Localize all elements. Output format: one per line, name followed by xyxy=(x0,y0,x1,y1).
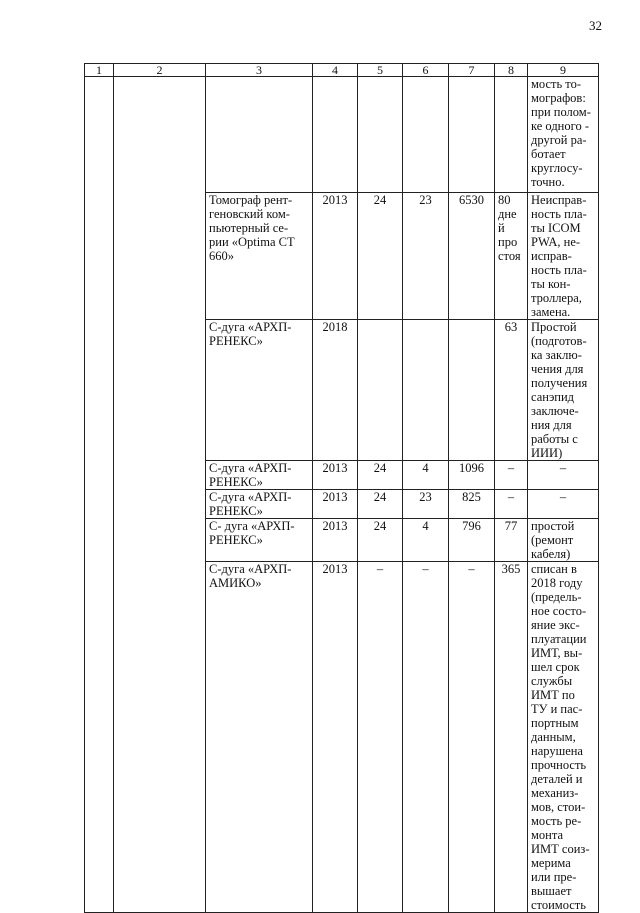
c7-cell xyxy=(449,77,495,193)
header-cell: 5 xyxy=(358,64,403,77)
c8-cell: 63 xyxy=(495,320,528,461)
remark-cell: Простой (подготов- ка заклю- чения для получения санэпид заключе- ния для работы с ИИИ) xyxy=(528,320,599,461)
header-cell: 3 xyxy=(206,64,313,77)
header-cell: 2 xyxy=(114,64,206,77)
c8-cell xyxy=(495,77,528,193)
col1-cell xyxy=(85,77,114,913)
remark-cell: – xyxy=(528,490,599,519)
equipment-cell: С-дуга «АРХП- РЕНЕКС» xyxy=(206,461,313,490)
header-cell: 4 xyxy=(313,64,358,77)
remark-cell: Неисправ- ность пла- ты ICOM PWA, не- исправ- ность пла- ты кон- троллера, замена. xyxy=(528,193,599,320)
c6-cell: 4 xyxy=(403,519,449,562)
header-row xyxy=(85,64,599,77)
year-cell: 2013 xyxy=(313,193,358,320)
year-cell: 2013 xyxy=(313,490,358,519)
remark-cell: простой (ремонт кабеля) xyxy=(528,519,599,562)
c8-cell: 77 xyxy=(495,519,528,562)
equipment-table xyxy=(84,63,599,913)
year-cell: 2018 xyxy=(313,320,358,461)
equipment-cell: Томограф рент- геновский ком- пьютерный се- рии «Optima CT 660» xyxy=(206,193,313,320)
c5-cell xyxy=(358,77,403,193)
year-cell: 2013 xyxy=(313,519,358,562)
header-cell: 8 xyxy=(495,64,528,77)
c8-cell: 80 дне й про стоя xyxy=(495,193,528,320)
c8-cell: – xyxy=(495,461,528,490)
header-cell: 7 xyxy=(449,64,495,77)
c7-cell: 6530 xyxy=(449,193,495,320)
c7-cell: 825 xyxy=(449,490,495,519)
equipment-cell: С- дуга «АРХП- РЕНЕКС» xyxy=(206,519,313,562)
c7-cell: – xyxy=(449,562,495,913)
c8-cell: – xyxy=(495,490,528,519)
c7-cell: 796 xyxy=(449,519,495,562)
c8-cell: 365 xyxy=(495,562,528,913)
remark-cell: мость то- мографов: при полом- ке одного - другой ра- ботает круглосу- точно. xyxy=(528,77,599,193)
header-cell: 9 xyxy=(528,64,599,77)
equipment-cell xyxy=(206,77,313,193)
year-cell: 2013 xyxy=(313,461,358,490)
c6-cell xyxy=(403,320,449,461)
c5-cell: 24 xyxy=(358,490,403,519)
c5-cell: 24 xyxy=(358,193,403,320)
year-cell: 2013 xyxy=(313,562,358,913)
page-number: 32 xyxy=(589,18,602,33)
remark-cell: – xyxy=(528,461,599,490)
c6-cell: 4 xyxy=(403,461,449,490)
c5-cell: 24 xyxy=(358,461,403,490)
equipment-cell: С-дуга «АРХП- РЕНЕКС» xyxy=(206,320,313,461)
remark-cell: списан в 2018 году (предель- ное состо- яние экс- плуатации ИМТ, вы- шел срок службы ИМТ по ТУ и пас- портным данным, нарушена прочность деталей и механиз- мов, стои- мость ре- монта ИМТ соиз- мерима или пре- вышает стоимость xyxy=(528,562,599,913)
c6-cell: – xyxy=(403,562,449,913)
c7-cell xyxy=(449,320,495,461)
c6-cell: 23 xyxy=(403,193,449,320)
year-cell xyxy=(313,77,358,193)
equipment-cell: С-дуга «АРХП- АМИКО» xyxy=(206,562,313,913)
c6-cell xyxy=(403,77,449,193)
c5-cell: – xyxy=(358,562,403,913)
c5-cell xyxy=(358,320,403,461)
equipment-cell: С-дуга «АРХП- РЕНЕКС» xyxy=(206,490,313,519)
c7-cell: 1096 xyxy=(449,461,495,490)
c5-cell: 24 xyxy=(358,519,403,562)
header-cell: 6 xyxy=(403,64,449,77)
header-cell: 1 xyxy=(85,64,114,77)
table-row xyxy=(85,77,599,193)
col2-cell xyxy=(114,77,206,913)
c6-cell: 23 xyxy=(403,490,449,519)
